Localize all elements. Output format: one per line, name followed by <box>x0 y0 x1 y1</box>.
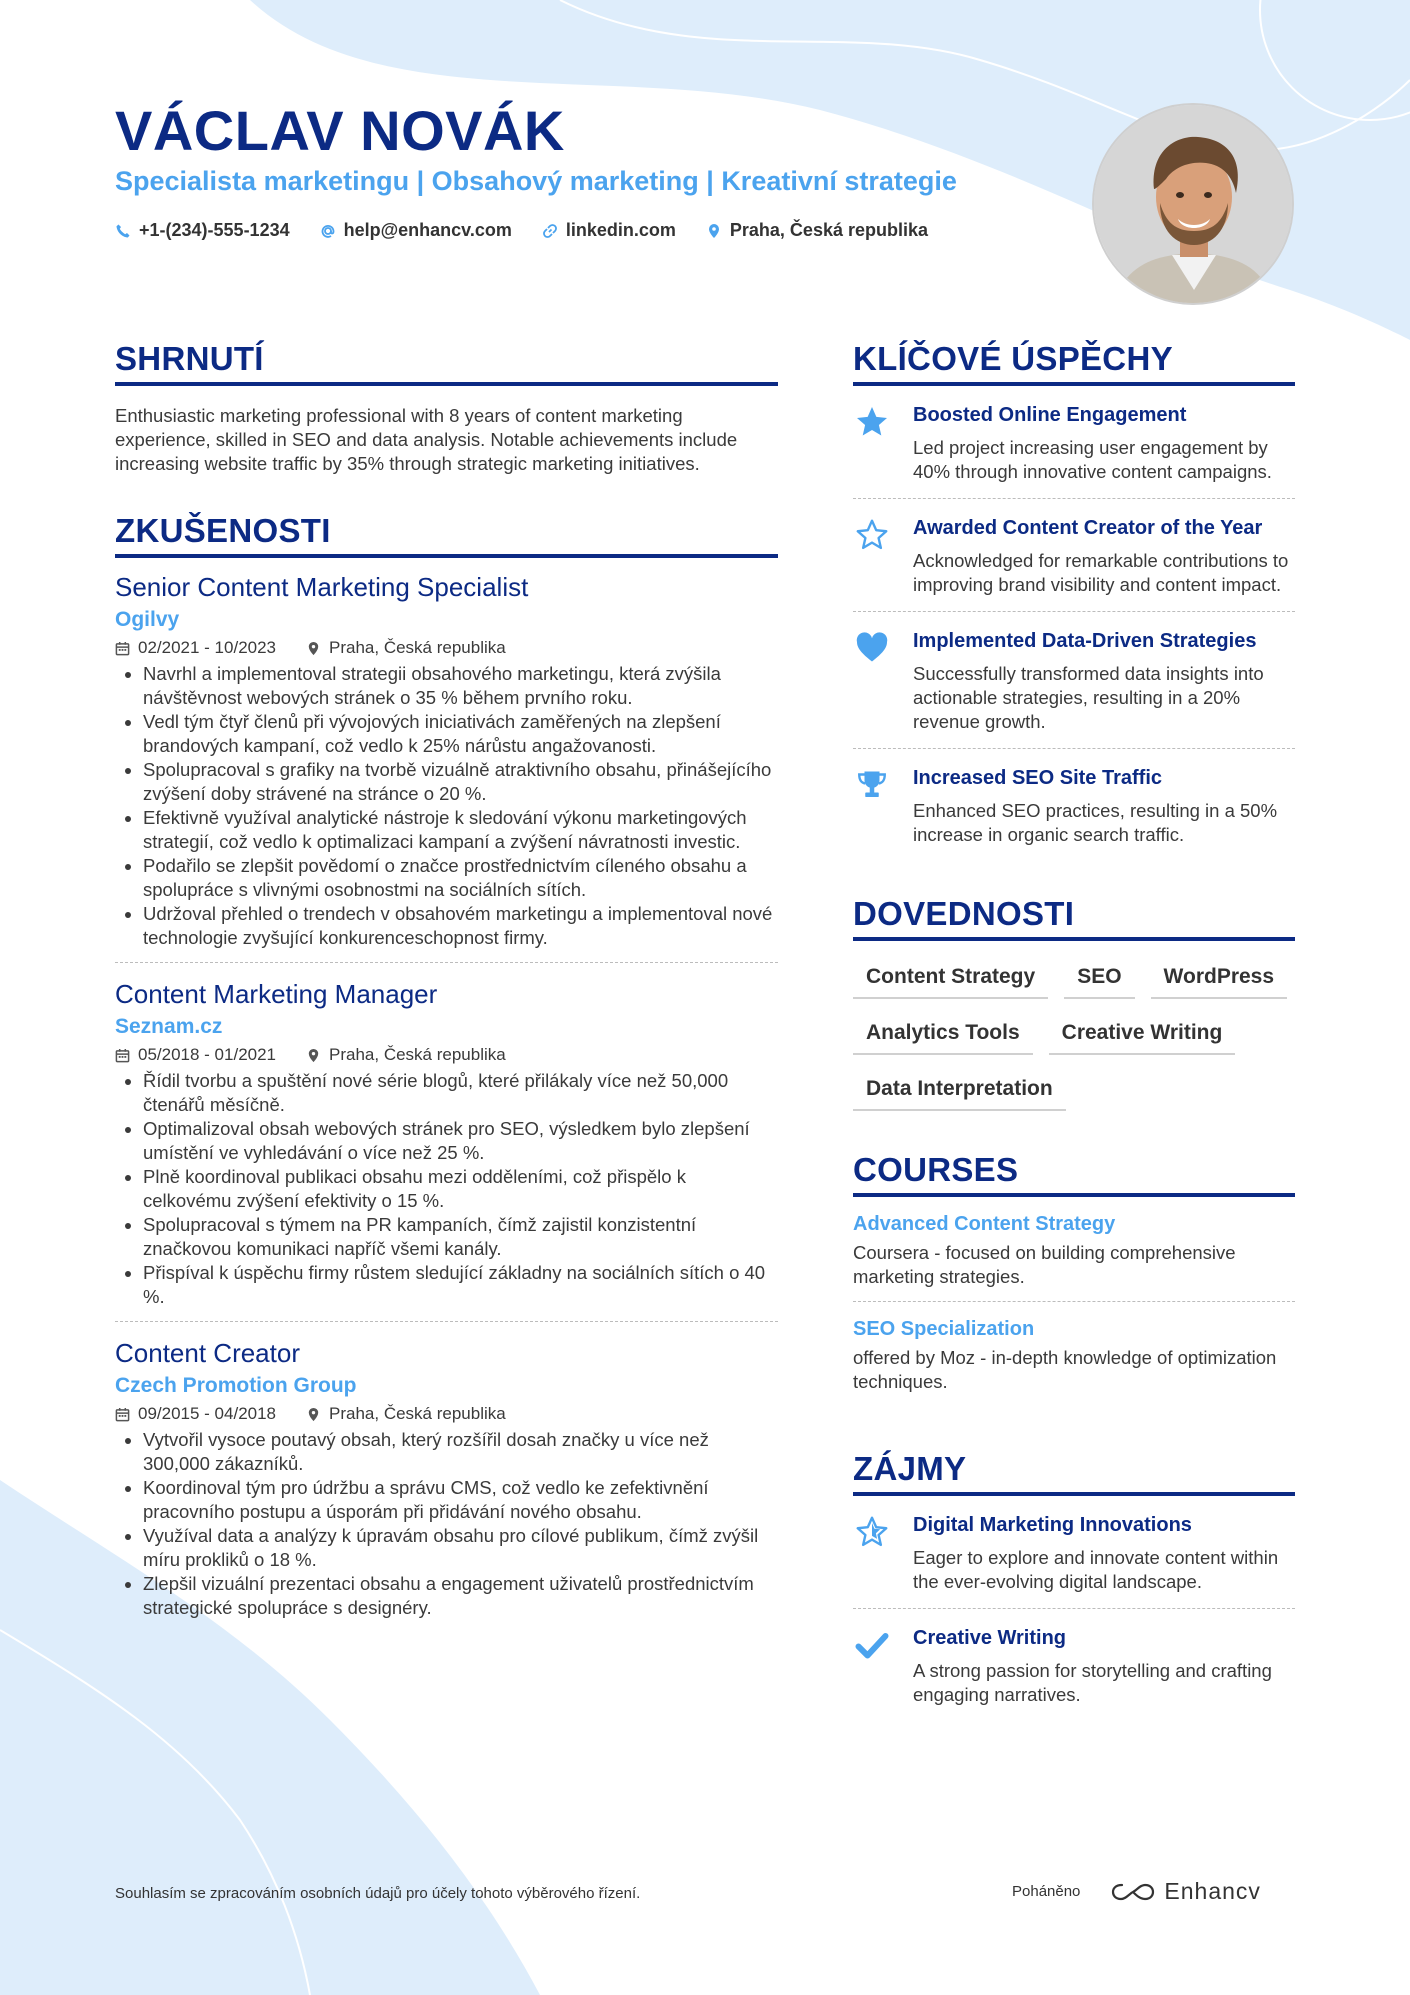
bullet: • Udržoval přehled o trendech v obsahovém marketingu a implementoval nové technologie zvyšující konkurenceschopnost firmy. <box>143 902 778 950</box>
skills-heading: DOVEDNOSTI <box>853 895 1295 941</box>
bullet: • Spolupracoval s grafiky na tvorbě vizuálně atraktivního obsahu, přinášejícího zvýšení doby strávené na stránce o 20 %. <box>143 758 778 806</box>
bullet: • Navrhl a implementoval strategii obsahového marketingu, která zvýšila návštěvnost webových stránek o 35 % během prvního roku. <box>143 662 778 710</box>
achievement-item <box>853 386 1295 499</box>
job-bullets <box>115 1069 778 1309</box>
achievement-title: Implemented Data-Driven Strategies <box>913 630 1257 652</box>
skills-section <box>853 895 1295 1111</box>
location-pin-icon <box>706 223 722 239</box>
candidate-name: VÁCLAV NOVÁK <box>115 99 565 162</box>
interest-desc: Eager to explore and innovate content within the ever-evolving digital landscape. <box>913 1547 1279 1592</box>
experience-heading: ZKUŠENOSTI <box>115 512 778 558</box>
skill-tag: Analytics Tools <box>853 1013 1033 1055</box>
job-title: Content Marketing Manager <box>115 979 438 1009</box>
star-filled-icon <box>854 404 890 440</box>
interests-heading: ZÁJMY <box>853 1450 1295 1496</box>
achievement-icon-wrap <box>853 515 891 597</box>
job-location <box>306 638 506 658</box>
courses-section <box>853 1151 1295 1406</box>
job-dates-text: 05/2018 - 01/2021 <box>138 1045 277 1064</box>
interest-item <box>853 1609 1295 1721</box>
job-location-text: Praha, Česká republika <box>329 1404 506 1423</box>
trophy-icon <box>854 767 890 803</box>
link-icon <box>542 223 558 239</box>
job-meta <box>115 1045 778 1065</box>
contact-linkedin[interactable] <box>542 220 676 241</box>
course-title: SEO Specialization <box>853 1318 1035 1340</box>
interest-title: Creative Writing <box>913 1627 1066 1649</box>
left-column <box>115 340 778 1632</box>
interests-section <box>853 1450 1295 1721</box>
course-item <box>853 1302 1295 1406</box>
interest-icon-wrap <box>853 1512 891 1594</box>
job-dates-text: 09/2015 - 04/2018 <box>138 1404 277 1423</box>
powered-by-text: Poháněno <box>1012 1883 1081 1900</box>
job-entry <box>115 977 778 1322</box>
summary-heading: SHRNUTÍ <box>115 340 778 386</box>
interest-title: Digital Marketing Innovations <box>913 1514 1192 1536</box>
job-entry <box>115 1336 778 1632</box>
course-desc: Coursera - focused on building comprehensive marketing strategies. <box>853 1242 1236 1287</box>
bullet: • Vytvořil vysoce poutavý obsah, který rozšířil dosah značky u více než 300,000 zákazníků. <box>143 1428 778 1476</box>
achievement-title: Boosted Online Engagement <box>913 404 1187 426</box>
achievement-icon-wrap <box>853 765 891 847</box>
profile-photo <box>1092 103 1294 305</box>
contact-location <box>706 220 928 241</box>
achievements-section <box>853 340 1295 861</box>
experience-section <box>115 512 778 1632</box>
job-dates <box>115 638 276 658</box>
enhancv-logo[interactable] <box>1110 1878 1261 1905</box>
job-title: Senior Content Marketing Specialist <box>115 572 529 602</box>
achievement-item <box>853 612 1295 749</box>
contact-email[interactable] <box>320 220 512 241</box>
location-pin-icon <box>306 1048 321 1063</box>
at-icon <box>320 223 336 239</box>
bullet: • Přispíval k úspěchu firmy růstem sledující základny na sociálních sítích o 40 %. <box>143 1261 778 1309</box>
achievement-desc: Led project increasing user engagement by 40% through innovative content campaigns. <box>913 437 1272 482</box>
summary-section <box>115 340 778 476</box>
job-meta <box>115 638 778 658</box>
calendar-icon <box>115 1407 130 1422</box>
job-company: Ogilvy <box>115 608 180 631</box>
bullet: • Optimalizoval obsah webových stránek pro SEO, výsledkem bylo zlepšení umístění ve vyhledávání o více než 25 %. <box>143 1117 778 1165</box>
job-location <box>306 1404 506 1424</box>
bullet: • Podařilo se zlepšit povědomí o značce prostřednictvím cíleného obsahu a spolupráce s vlivnými osobnostmi na sociálních sítích. <box>143 854 778 902</box>
interest-item <box>853 1496 1295 1609</box>
star-outline-icon <box>854 1514 890 1550</box>
contact-bar <box>115 220 928 241</box>
achievement-desc: Enhanced SEO practices, resulting in a 50% increase in organic search traffic. <box>913 800 1278 845</box>
location-pin-icon <box>306 1407 321 1422</box>
job-bullets <box>115 1428 778 1620</box>
consent-text: Souhlasím se zpracováním osobních údajů pro účely tohoto výběrového řízení. <box>115 1885 641 1902</box>
job-entry <box>115 570 778 963</box>
interest-desc: A strong passion for storytelling and crafting engaging narratives. <box>913 1660 1272 1705</box>
bullet: • Využíval data a analýzy k úpravám obsahu pro cílové publikum, čímž zvýšil míru prokliků o 18 %. <box>143 1524 778 1572</box>
bullet: • Efektivně využíval analytické nástroje k sledování výkonu marketingových strategií, což vedlo k optimalizaci kampaní a zvýšení návratnosti investic. <box>143 806 778 854</box>
skill-tag: Creative Writing <box>1049 1013 1236 1055</box>
location-text: Praha, Česká republika <box>729 220 929 240</box>
achievement-icon-wrap <box>853 628 891 734</box>
phone-text: +1-(234)-555-1234 <box>139 220 290 240</box>
footer-branding <box>1012 1878 1261 1905</box>
skill-tag: Content Strategy <box>853 957 1048 999</box>
job-location-text: Praha, Česká republika <box>329 638 506 657</box>
skills-list <box>853 957 1295 1111</box>
skill-tag: Data Interpretation <box>853 1069 1066 1111</box>
course-item <box>853 1197 1295 1302</box>
course-title: Advanced Content Strategy <box>853 1213 1116 1235</box>
skill-tag: WordPress <box>1151 957 1288 999</box>
job-company: Czech Promotion Group <box>115 1374 357 1397</box>
bullet: • Koordinoval tým pro údržbu a správu CMS, což vedlo ke zefektivnění pracovního postupu a úsporám při přidávání nového obsahu. <box>143 1476 778 1524</box>
heart-icon <box>854 630 890 666</box>
achievement-icon-wrap <box>853 402 891 484</box>
achievement-title: Awarded Content Creator of the Year <box>913 517 1263 539</box>
calendar-icon <box>115 641 130 656</box>
achievement-desc: Acknowledged for remarkable contributions to improving brand visibility and content impact. <box>913 550 1289 595</box>
course-desc: offered by Moz - in-depth knowledge of optimization techniques. <box>853 1347 1277 1392</box>
bullet: • Zlepšil vizuální prezentaci obsahu a engagement uživatelů prostřednictvím strategické spolupráce s designéry. <box>143 1572 778 1620</box>
contact-phone[interactable] <box>115 220 290 241</box>
bullet: • Řídil tvorbu a spuštění nové série blogů, které přilákaly více než 50,000 čtenářů měsíčně. <box>143 1069 778 1117</box>
job-meta <box>115 1404 778 1424</box>
job-dates <box>115 1045 276 1065</box>
right-column <box>853 340 1295 1721</box>
location-pin-icon <box>306 641 321 656</box>
job-bullets <box>115 662 778 950</box>
achievement-item <box>853 749 1295 861</box>
calendar-icon <box>115 1048 130 1063</box>
job-title: Content Creator <box>115 1338 300 1368</box>
star-outline-icon <box>854 517 890 553</box>
tagline: Specialista marketingu | Obsahový marketing | Kreativní strategie <box>115 166 957 196</box>
bullet: • Spolupracoval s týmem na PR kampaních, čímž zajistil konzistentní značkovou komunikaci napříč všemi kanály. <box>143 1213 778 1261</box>
skill-tag: SEO <box>1064 957 1134 999</box>
achievement-desc: Successfully transformed data insights into actionable strategies, resulting in a 20% revenue growth. <box>913 663 1264 732</box>
linkedin-text: linkedin.com <box>565 220 676 240</box>
check-icon <box>854 1627 890 1663</box>
courses-heading: COURSES <box>853 1151 1295 1197</box>
infinity-logo-icon <box>1110 1880 1156 1904</box>
job-location-text: Praha, Česká republika <box>329 1045 506 1064</box>
email-text: help@enhancv.com <box>343 220 512 240</box>
achievement-item <box>853 499 1295 612</box>
bullet: • Vedl tým čtyř členů při vývojových iniciativách zaměřených na zlepšení brandových kampaní, což vedlo k 25% nárůstu angažovanosti. <box>143 710 778 758</box>
interest-icon-wrap <box>853 1625 891 1707</box>
job-dates-text: 02/2021 - 10/2023 <box>138 638 277 657</box>
bullet: • Plně koordinoval publikaci obsahu mezi odděleními, což přispělo k celkovému zvýšení efektivity o 15 %. <box>143 1165 778 1213</box>
achievements-heading: KLÍČOVÉ ÚSPĚCHY <box>853 340 1295 386</box>
person-avatar-icon <box>1094 105 1294 305</box>
brand-name: Enhancv <box>1164 1878 1261 1904</box>
job-location <box>306 1045 506 1065</box>
phone-icon <box>115 223 131 239</box>
summary-text: Enthusiastic marketing professional with 8 years of content marketing experience, skilled in SEO and data analysis. Notable achievements include increasing website traffic by 35% through strategic marketing initiatives. <box>115 405 738 474</box>
job-company: Seznam.cz <box>115 1015 223 1038</box>
job-dates <box>115 1404 276 1424</box>
achievement-title: Increased SEO Site Traffic <box>913 767 1162 789</box>
